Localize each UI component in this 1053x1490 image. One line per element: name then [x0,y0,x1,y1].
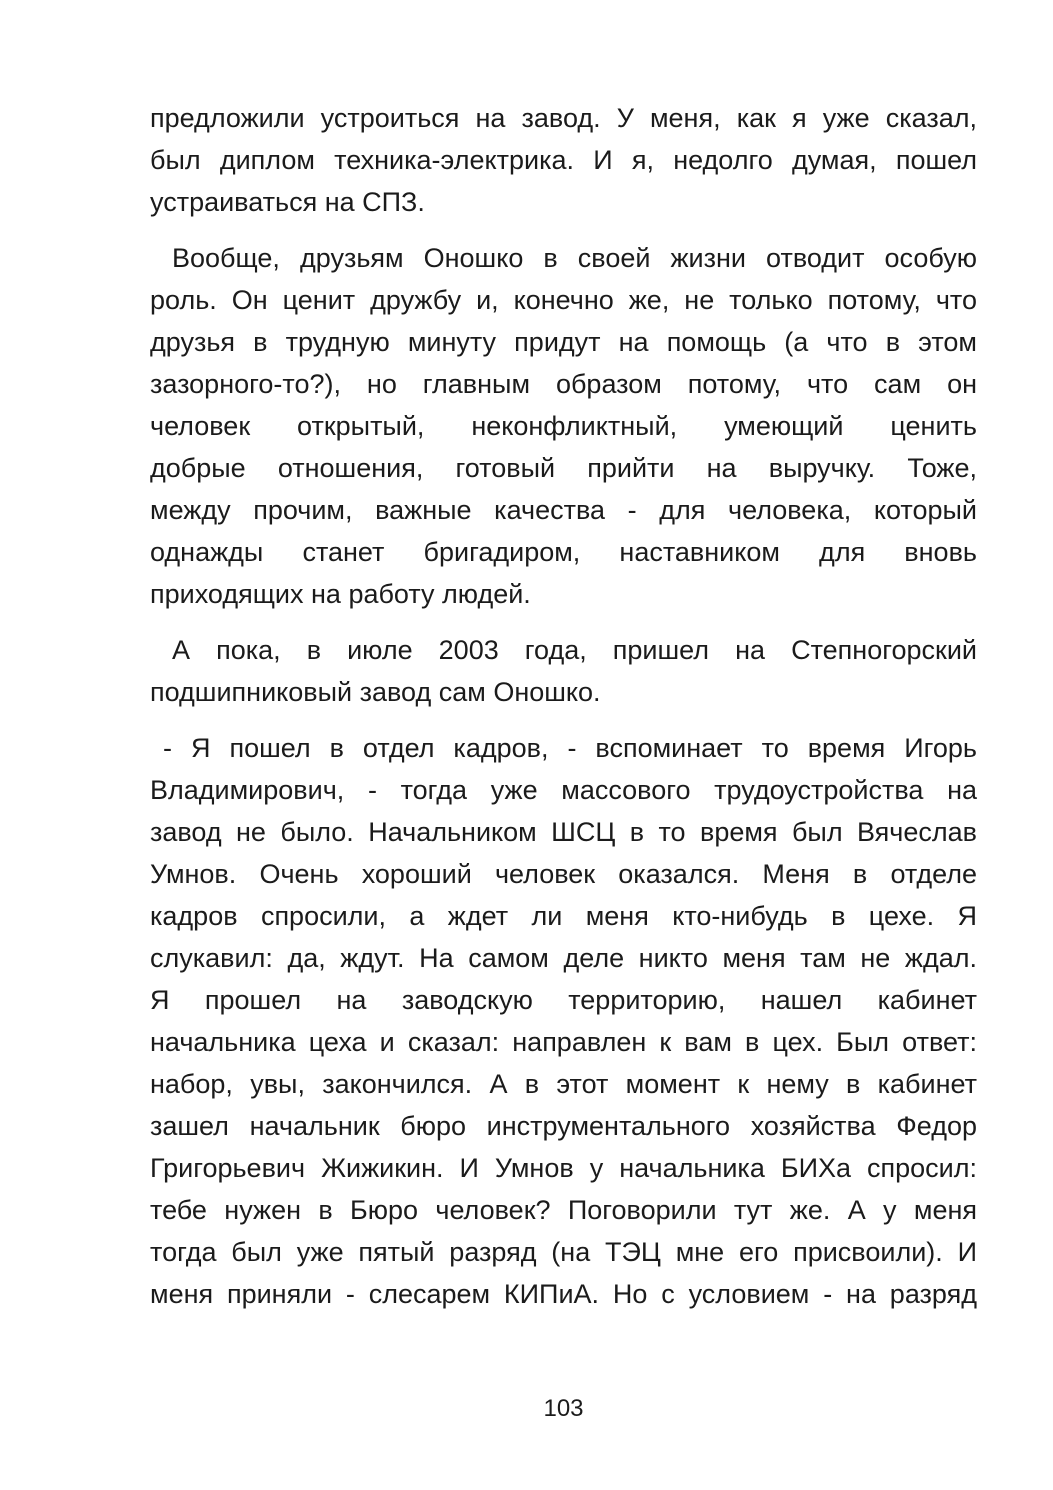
text-line: Владимирович, - тогда уже массового трудоустройства на [150,775,977,805]
paragraph [150,629,977,713]
text-line: зазорного-то?), но главным образом потому, что сам он [150,369,977,399]
text-line: тебе нужен в Бюро человек? Поговорили тут же. А у меня [150,1195,977,1225]
paragraph [150,237,977,615]
text-line: был диплом техника-электрика. И я, недолго думая, пошел [150,145,977,175]
text-line: предложили устроиться на завод. У меня, как я уже сказал, [150,103,977,133]
text-line: подшипниковый завод сам Оношко. [150,677,601,707]
text-line: начальника цеха и сказал: направлен к вам в цех. Был ответ: [150,1027,977,1057]
text-line: добрые отношения, готовый прийти на выручку. Тоже, [150,453,977,483]
text-line: А пока, в июле 2003 года, пришел на Степногорский [172,635,977,665]
text-line: зашел начальник бюро инструментального хозяйства Федор [150,1111,977,1141]
text-line: друзья в трудную минуту придут на помощь (а что в этом [150,327,977,357]
page-number: 103 [543,1395,584,1422]
text-line: меня приняли - слесарем КИПиА. Но с условием - на разряд [150,1279,977,1309]
body-text [150,97,977,1315]
text-line: Григорьевич Жижикин. И Умнов у начальника БИХа спросил: [150,1153,977,1183]
text-line: завод не было. Начальником ШСЦ в то время был Вячеслав [150,817,977,847]
text-line: устраиваться на СПЗ. [150,187,425,217]
text-line: между прочим, важные качества - для человека, который [150,495,977,525]
text-line: Я прошел на заводскую территорию, нашел кабинет [150,985,977,1015]
paragraph [150,727,977,1315]
text-line: однажды станет бригадиром, наставником для вновь [150,537,977,567]
text-line: кадров спросили, а ждет ли меня кто-нибудь в цехе. Я [150,901,977,931]
text-line: Вообще, друзьям Оношко в своей жизни отводит особую [172,243,977,273]
text-line: Умнов. Очень хороший человек оказался. Меня в отделе [150,859,977,889]
text-line: набор, увы, закончился. А в этот момент к нему в кабинет [150,1069,977,1099]
text-line: - Я пошел в отдел кадров, - вспоминает то время Игорь [163,733,977,763]
text-line: приходящих на работу людей. [150,579,531,609]
text-line: роль. Он ценит дружбу и, конечно же, не только потому, что [150,285,977,315]
text-line: человек открытый, неконфликтный, умеющий ценить [150,411,977,441]
text-line: слукавил: да, ждут. На самом деле никто меня там не ждал. [150,943,977,973]
paragraph [150,97,977,223]
text-line: тогда был уже пятый разряд (на ТЭЦ мне его присвоили). И [150,1237,977,1267]
